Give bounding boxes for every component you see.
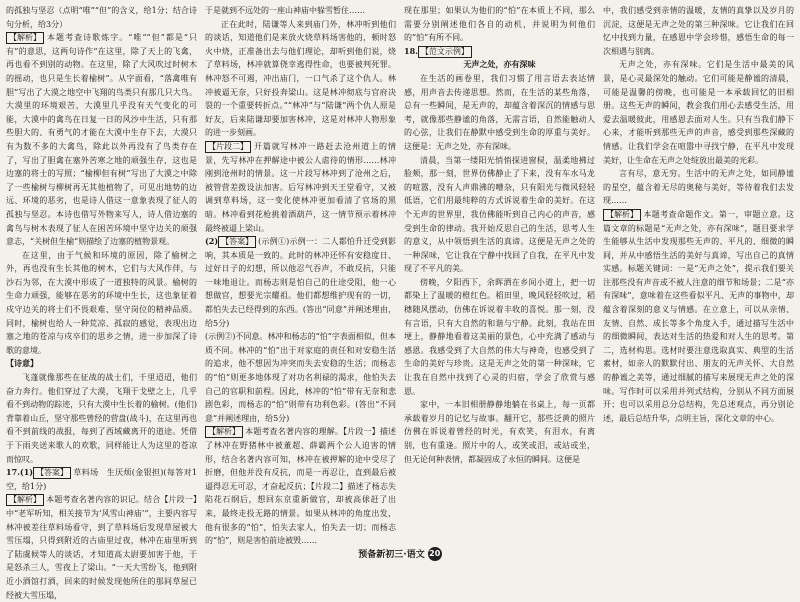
paragraph-text: 中，我们感受到亲情的温暖，友情的真挚以及岁月的沉淀，这便是无声之处的第三种深味。它让我们在回忆中找到力量，在感恩中学会珍惜，感悟生命的每一次相遇与别离。 — [603, 6, 794, 56]
paragraph-text: 无声之处，亦有深味。它们是生活中最美的风景，是心灵最深处的触动。它们可能是静谧的清晨，可能是温馨的傍晚，也可能是一本承载回忆的旧相册。这些无声的瞬间，教会我们用心去感受生活，用爱去温暖彼此，用感恩去面对人生。只有当我们静下心来，才能听到那些无声的声音，感受到那些深藏的情感。让我们学会在喧嚣中寻找宁静，在平凡中发现美好，让生命在无声之处绽放出最美的光彩。 — [603, 60, 794, 165]
answer-block — [6, 466, 197, 493]
paragraph-text: 在这里，由于气候和环境的原因，除了榆树之外，再也没有生长其他的树木，它们与大风作伴，与沙石为邻，在大漠中形成了一道独特的风景。榆树的生命力顽强，能够在恶劣的环境中生长，这也象征着戍守边关的将士们不畏艰难、坚守岗位的精神品质。同时，榆树也给人一种荒凉、孤寂的感觉，表现出边塞之地的苍凉与戍卒们的思乡之情，进一步加深了诗歌的意境。 — [6, 250, 197, 355]
analysis-block — [205, 140, 396, 235]
paragraph-text: 家中，一本旧相册静静地躺在书桌上，每一页都承载着岁月的记忆与故事。翻开它，那些泛黄的照片仿佛在诉说着曾经的时光，有欢笑，有泪水，有离别，也有重逢。照片中的人，或笑或泪，或站或坐，但无论何种表情，都凝固成了永恒的瞬间。这便是 — [404, 400, 595, 464]
analysis-block — [205, 425, 396, 547]
column-2 — [205, 4, 396, 544]
block-text: 本题考查名著内容的识记。结合【片段一】中“老军听知，相关接节为‘风雪山神庙’”，主要内容写林冲被差往草料场看守，到了草料场后发现草屋被大雪压塌，只得到附近的古庙里过夜，林冲在庙里听到了陆虞候等人的谈话，才知道高太尉要加害于他，于是怒杀三人，雪夜上了梁山。“一天大雪纷飞，他到附近小酒馆打酒，回来的时候发现他所住的那间草屋已经被大雪压塌， — [6, 495, 197, 600]
paragraph — [205, 330, 396, 425]
paragraph — [603, 167, 794, 208]
paragraph-text: 现在那里；如果认为他们的“怕”在本质上不同，那么需要分别阐述他们各自的动机，并说明为何他们的“怕”有所不同。 — [404, 6, 595, 43]
answer-block — [205, 235, 396, 330]
paragraph-text: 的孤独与坚忍（点明“唯”“但”的含义，给1分；结合诗句分析，给3分） — [6, 6, 197, 29]
block-text: 开篇就写林冲一路赶去沧州道上的情景，先写林冲在押解途中被公人虐待的情形……林冲刚到沧州时的情景。这一片段写林冲到了沧州之后，被管营差拨设法加害。后写林冲到天王堂看守，又被调到草料场，这一变化使林冲更加看清了官场的黑暗。林冲看到花枪挑着酒葫芦，这一情节预示着林冲最终被逼上梁山。 — [205, 141, 396, 233]
block-text: 本题考查名著内容的理解。【片段一】描述了林冲在野猪林中被董超、薛霸两个公人迫害的情形，结合名著内容可知，林冲在被押解的途中受尽了折磨，但他并没有反抗，而是一再忍让，直到最后被逼得忍无可忍，才奋起反抗；【片段二】描述了杨志失陷花石纲后，想回东京重新做官，却被高俅赶了出来，最终走投无路的情景。如果从林冲的角度出发，他有很多的“怕”，怕失去家人，怕失去一切；而杨志的“怕”，则是害怕前途被毁…… — [205, 427, 396, 546]
paragraph — [603, 58, 794, 167]
page-number: 20 — [428, 547, 442, 561]
paragraph — [205, 4, 396, 18]
label-tag: 【解析】 — [603, 209, 641, 221]
paragraph — [6, 371, 197, 466]
column-4 — [603, 4, 794, 544]
paragraph — [404, 154, 595, 276]
block-text: 本题考查命题作文。第一，审题立意。这篇文章的标题是“无声之处，亦有深味”，题目要求学生能够从生活中发现那些无声的、平凡的、细微的瞬间，并从中感悟生活的美好与真谛，写出自己的真情实感。标题关键词：一是“无声之处”，提示我们要关注那些没有声音或不被人注意的细节和场景；二是“亦有深味”，意味着在这些看似平凡、无声的事物中，却蕴含着深刻的意义与情感。在立意上，可以从亲情、友情、自然、成长等多个角度入手，通过描写生活中的细微瞬间，表达对生活的热爱和对人生的思考。第二，选材构思。选材时要注意选取真实、典型的生活素材，如亲人的默默付出、朋友的无声关怀、大自然的静谧之美等，通过细腻的描写来展现无声之处的深味。写作时可以采用并列式结构，分别从不同方面展开；也可以采用总分总结构，先总述观点，再分别论述，最后总结升华，点明主旨，深化文章的中心。 — [603, 209, 794, 423]
block-text: 草料场 生厌烦(金银担)(每答对1空，给1分) — [6, 468, 197, 491]
paragraph-text: 傍晚，夕阳西下，余晖洒在乡间小道上，把一切都染上了温暖的橙红色。稻田里，晚风轻轻吹过，稻穗随风摆动，仿佛在诉说着丰收的喜悦。那一刻，没有言语，只有大自然的和谐与宁静。此刻，我站在田埂上，静静地看着这美丽的景色，心中充满了感动与感恩。我感受到了大自然的伟大与神奇，也感受到了生命的美好与珍贵。这是无声之处的第一种深味，它让我在自然中找到了心灵的归宿，学会了欣赏与感恩。 — [404, 277, 595, 396]
label-tag: 【范文示例】 — [418, 46, 472, 58]
footer-title: 预备新初三·语文 — [358, 549, 425, 560]
section-heading: 【诗意】 — [6, 358, 38, 369]
answer-block — [404, 45, 595, 59]
paragraph-text: 于是就到不远处的一座山神庙中躲雪暂住…… — [205, 6, 365, 15]
paragraph — [603, 4, 794, 58]
paragraph-text: 正在此时，陆谦等人来到庙门外，林冲听到他们的谈话，知道他们是来放火烧草料场害他的，顿时怒火中烧，正准备出去与他们理论，却听到他们说，烧了草料场，林冲就算侥幸逃得性命，也要被判死罪。林冲怒不可遏，冲出庙门，一口气杀了这个仇人。林冲被逼无奈，只好投奔梁山。这是林冲彻底与官府决裂的一个重要转折点。”“林冲”与“陆谦”两个仇人原是好友，后来陆谦却要加害林冲，这是对林冲人物形象的进一步刻画。 — [205, 19, 396, 138]
question-number: 17.(1) — [6, 467, 34, 478]
label-tag: 【解析】 — [6, 494, 44, 506]
label-tag: 【解析】 — [6, 32, 44, 44]
analysis-block — [6, 31, 197, 249]
column-3 — [404, 4, 595, 544]
label-tag: 【片段二】 — [205, 141, 251, 153]
block-text: 本题考查诗歌炼字。“唯”“但”都是“只有”的意思，这两句诗作“在这里，除了天上的飞禽，再也看不到别的动物。在这里，除了大风吹过时树木的摇动，也只是生长着榆树”。从字面看，“落禽唯有胆”写出了大漠之地空中飞翔的鸟类只有那几只大鸟。大漠里的环境艰苦，大漠里几乎没有天气变化的可能，大漠中的禽鸟在日复一日的风沙中生活，只有那些胆大的、有勇气的才能在大漠中生存下去，大漠只有为数不多的大禽鸟，除此以外再没有了鸟类存在了，写出了胆禽在塞外苦寒之地的顽强生存，这也是边塞的将士的写照；“榆柳但有树”写出了大漠之中除了一些榆树与柳树再无其他植物了，可见出地势的边远、环境的恶劣，也是诗人借这一意象表现了征人的孤独与坚忍。本诗也借写外物来写人，诗人借边塞的禽鸟与树木表现了征人在困苦环境中坚守边关的顽强意志，“关树但生榆”则描绘了边塞的植物景观。 — [6, 33, 197, 247]
paragraph — [404, 398, 595, 466]
paragraph-text: (示例②)不同意。林冲和杨志的“怕”字表面相似，但本质不同。林冲的“怕”出于对家庭的责任和对安稳生活的追求，他不想因为冲突而失去安稳的生活；而杨志的“怕”则更多地体现了对功名利禄的渴求，他怕失去自己的官职和前程。因此，林冲的“怕”带有无奈和悲剧色彩，而杨志的“怕”则带有功利色彩。(答出“不同意”并阐述理由，给5分) — [205, 332, 396, 423]
column-1 — [6, 4, 197, 600]
paragraph-text: 清晨，当第一缕阳光悄悄探进窗棂，温柔地拂过脸颊，那一刻，世界仿佛静止了下来，没有车水马龙的喧嚣，没有人声鼎沸的嘈杂，只有阳光与微风轻轻低语，它们用最纯粹的方式诉说着生命的美好。在这个无声的世界里，我仿佛能听到自己内心的声音，感受到生命的律动。我开始反思自己的生活，思考人生的意义，从中领悟到生活的真谛。这便是无声之处的一种深味，它让我在宁静中找回了自我，在平凡中发现了不平凡的美。 — [404, 155, 595, 274]
paragraph-text: 在生活的画卷里，我们习惯了用言语去表达情感，用声音去传递思想。然而，在生活的某些角落，总有一些瞬间，是无声的，却蕴含着深沉的情感与思考，就像那些静谧的角落，无需言语，自然能触动人的心弦，让我们在静默中感受到生命的厚重与美好。这便是：无声之处，亦有深味。 — [404, 73, 595, 151]
paragraph — [404, 276, 595, 398]
paragraph-text: 飞蓬就像那些在征战的战士们，千里迢迢，他们奋力奔行。他们穿过了大漠，飞翔于戈壁之上，几乎看不到动物的踪迹，只有大漠中生长着的榆树。(他们)背靠着山丘，坚守那些曾经的营盘(战斗)，在这里再也看不到前线的战报，每到了西域藏离开的道途。凭借于下雨夹送来歌人的欢歌，同样能让人为这里的苍凉而惊叹。 — [6, 373, 197, 464]
question-number: (2) — [205, 236, 219, 247]
paragraph — [205, 18, 396, 140]
question-number: 18. — [404, 45, 418, 56]
block-text: (示例①)示例一：二人都怕升迁受到影响，其本质是一致的。此时的林冲还怀有安稳度日、过好日子的幻想，所以他忍气吞声，不敢反抗，只能一味地退让。而杨志则是怕自己的仕途受阻，他一心想做官，想要光宗耀祖。他们都想维护现有的一切，都怕失去已经得到的东西。(答出“同意”并阐述理由，给5分) — [205, 237, 396, 328]
paragraph — [6, 4, 197, 31]
paragraph-text: 言有尽，意无穷。生活中的无声之处，如同静谧的星空，蕴含着无尽的奥秘与美好，等待着我们去发现…… — [603, 169, 794, 206]
analysis-block — [603, 208, 794, 426]
page-footer — [0, 547, 800, 562]
label-tag: 【答案】 — [218, 236, 256, 248]
paragraph — [404, 72, 595, 154]
paragraph — [404, 4, 595, 45]
label-tag: 【答案】 — [33, 467, 71, 479]
paragraph — [6, 249, 197, 358]
essay-title: 无声之处，亦有深味 — [463, 59, 536, 70]
label-tag: 【解析】 — [205, 426, 243, 438]
